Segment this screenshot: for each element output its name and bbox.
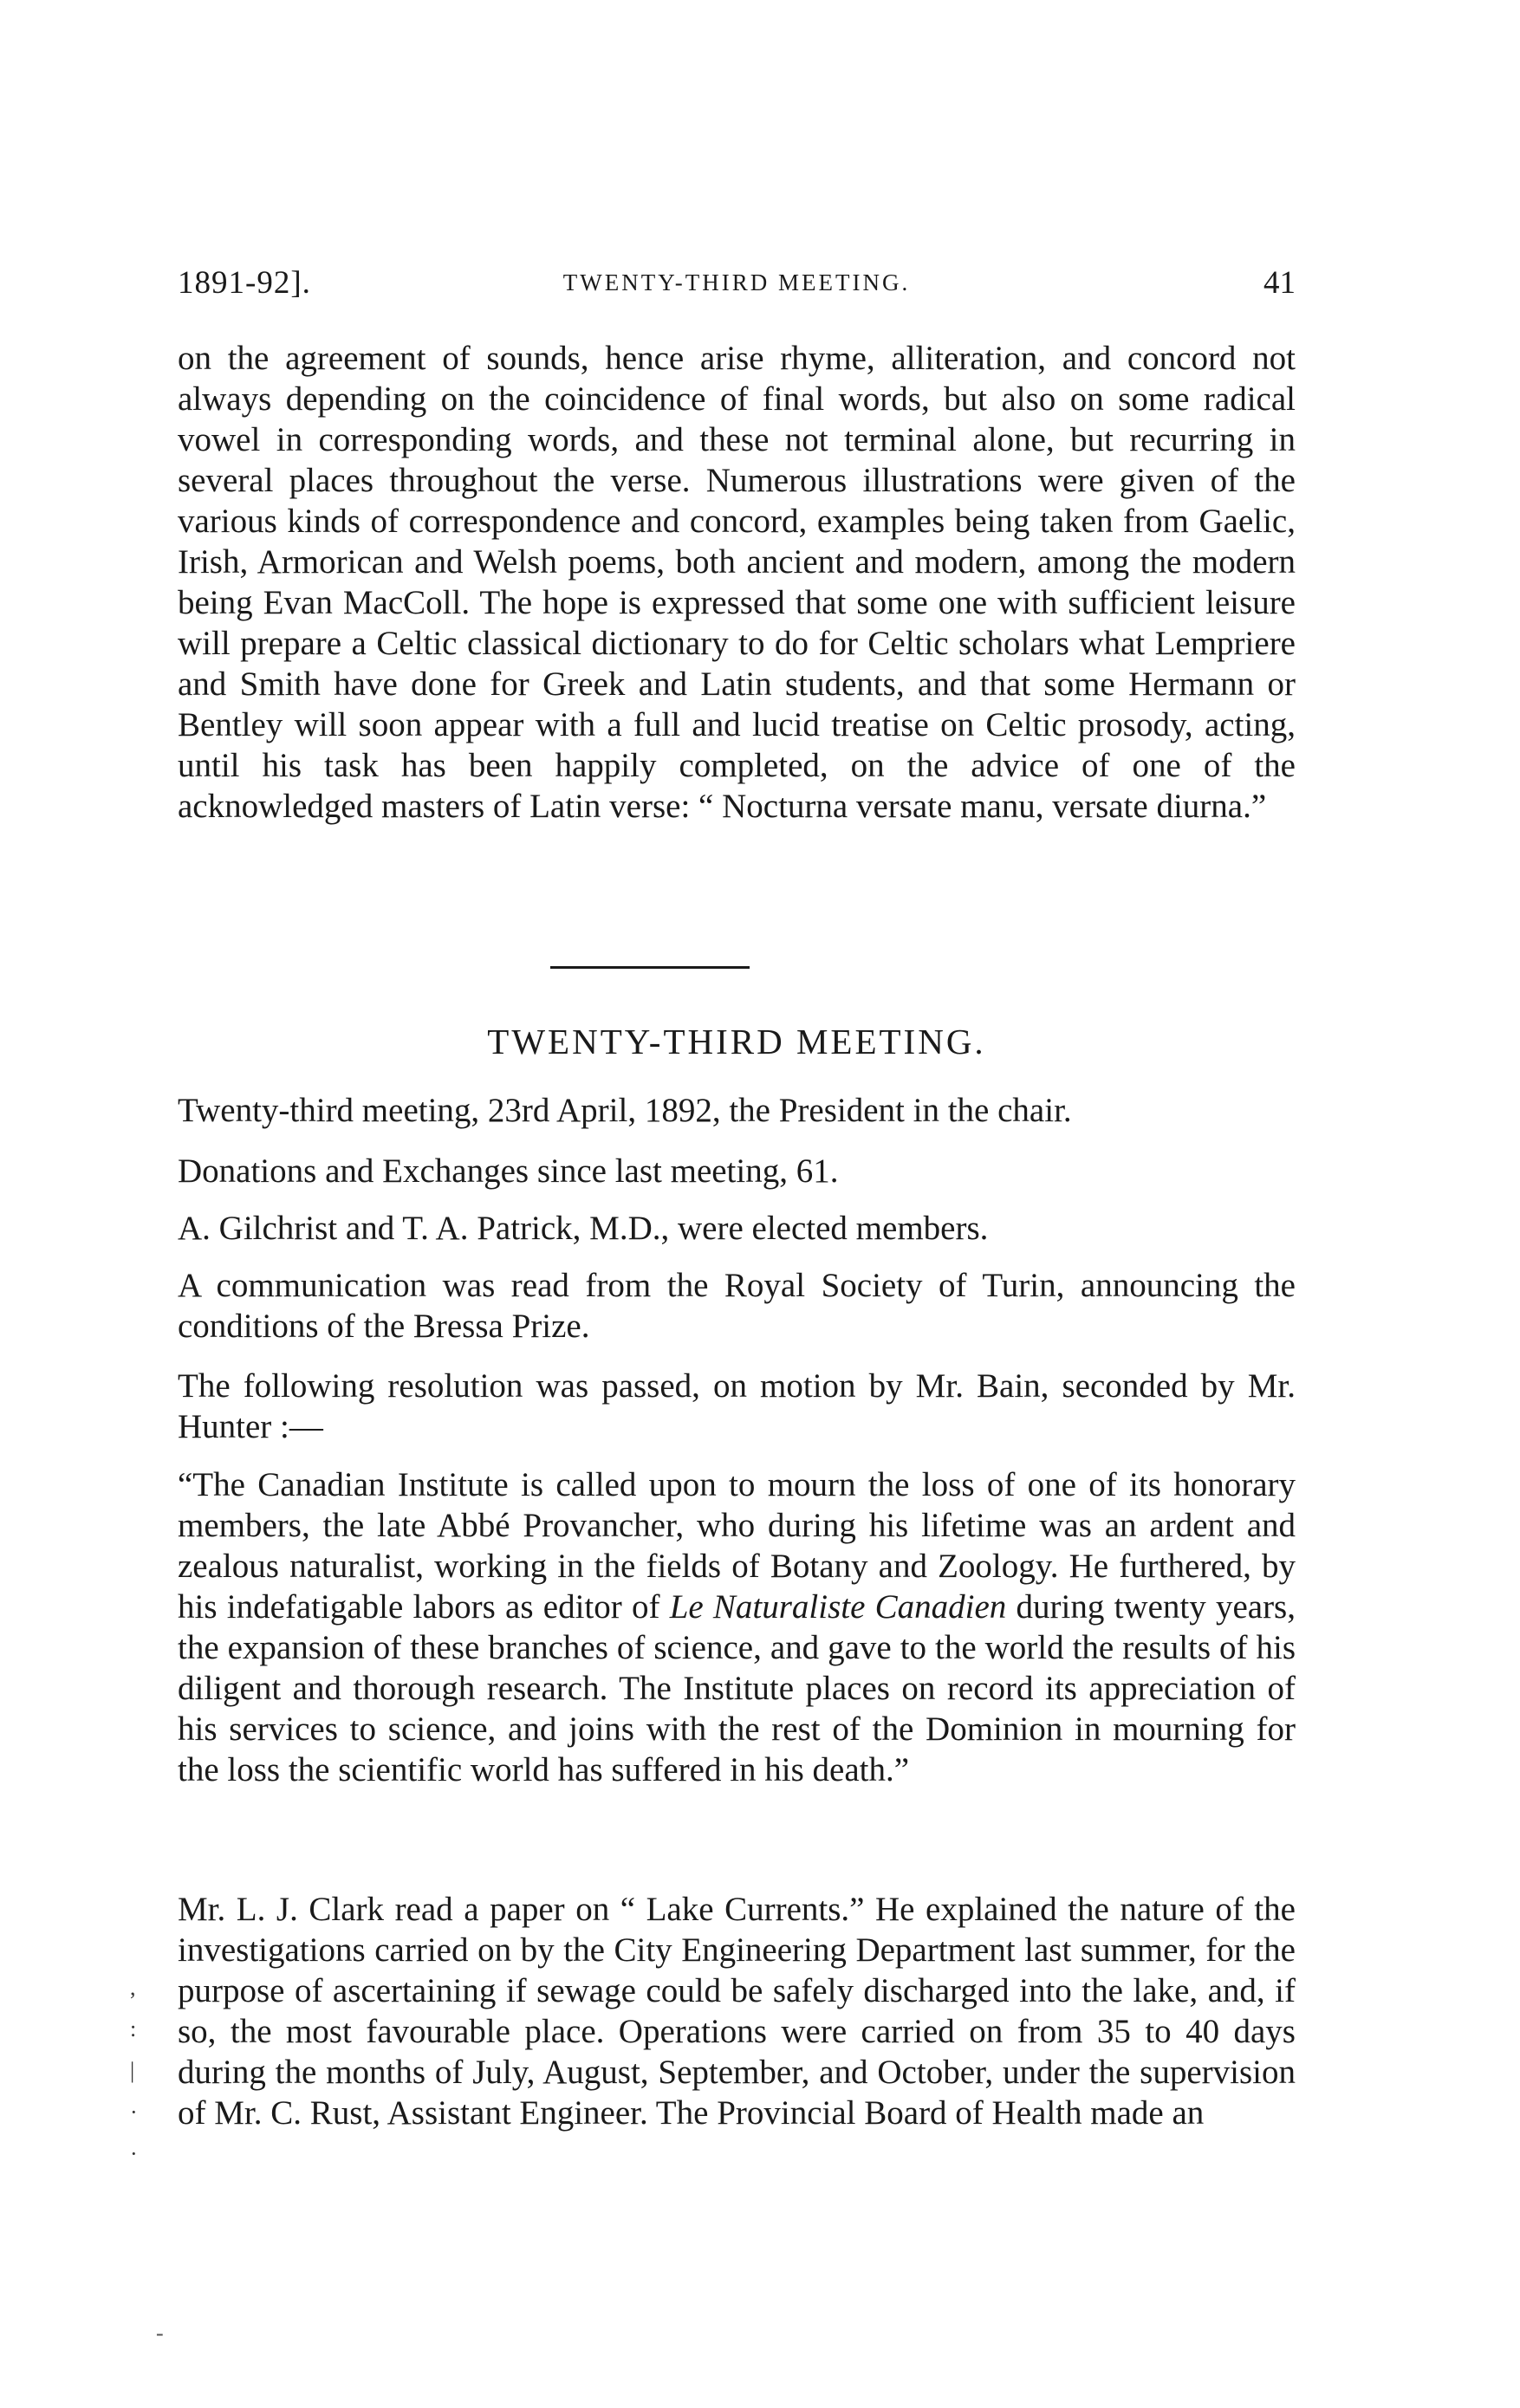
margin-dot: ,: [130, 1975, 136, 2000]
section-divider: [550, 966, 750, 969]
resolution-text-part1: “The Canadian Institute is called upon to mourn the loss of one of its honorary members, the late Abbé Provancher, who during his lifetime was an ardent and zealous naturalist, working in the fields of Botany and Zoology. He furthered, by his indefatigable labors as editor of: [178, 1466, 1296, 1626]
margin-dot: |: [130, 2058, 135, 2083]
donations-line: Donations and Exchanges since last meeting, 61.: [178, 1152, 839, 1190]
continuation-paragraph: on the agreement of sounds, hence arise rhyme, alliteration, and concord not always depending on the coincidence of final words, but also on some radical vowel in corresponding words, and these not terminal alone, but recurring in several places throughout the verse. Numerous illustrations were given of the various kinds of correspondence and concord, examples being taken from Gaelic, Irish, Armorican and Welsh poems, both ancient and modern, among the modern being Evan MacColl. The hope is expressed that some one with sufficient leisure will prepare a Celtic classical dictionary to do for Celtic scholars what Lempriere and Smith have done for Greek and Latin students, and that some Hermann or Bentley will soon appear with a full and lucid treatise on Celtic prosody, acting, until his task has been happily completed, on the advice of one of the acknowledged masters of Latin verse: “ Nocturna versate manu, versate diurna.”: [178, 340, 1296, 825]
resolution-text-part2: during twenty years, the expansion of these branches of science, and gave to the world the results of his diligent and thorough research. The Institute places on record its appreciation of his services to science, and joins with the rest of the Dominion in mourning for the loss the scientific world has suffered in his death.”: [178, 1588, 1296, 1788]
members-line: A. Gilchrist and T. A. Patrick, M.D., were elected members.: [178, 1210, 989, 1247]
journal-title: Le Naturaliste Canadien: [669, 1588, 1007, 1626]
running-head-title: TWENTY-THIRD MEETING.: [562, 269, 911, 295]
section-heading: TWENTY-THIRD MEETING.: [487, 1022, 986, 1061]
running-head-year: 1891-92].: [178, 265, 311, 301]
margin-dot: :: [130, 2016, 137, 2041]
resolution-intro: The following resolution was passed, on motion by Mr. Bain, seconded by Mr. Hunter :—: [178, 1367, 1296, 1445]
running-head: [178, 264, 1296, 308]
meeting-line: Twenty-third meeting, 23rd April, 1892, the President in the chair.: [178, 1092, 1072, 1129]
resolution-paragraph: [178, 1464, 1296, 1790]
page-number: 41: [1263, 265, 1296, 301]
communication-paragraph: A communication was read from the Royal Society of Turin, announcing the conditions of the Bressa Prize.: [178, 1267, 1296, 1345]
lake-currents-paragraph: Mr. L. J. Clark read a paper on “ Lake Currents.” He explained the nature of the investigations carried on by the City Engineering Department last summer, for the purpose of ascertaining if sewage could be safely discharged into the lake, and, if so, the most favourable place. Operations were carried on from 35 to 40 days during the months of July, August, September, and October, under the supervision of Mr. C. Rust, Assistant Engineer. The Provincial Board of Health made an: [178, 1891, 1296, 2132]
margin-dot: ·: [130, 2141, 138, 2166]
margin-dot: ·: [130, 2100, 138, 2125]
stray-mark: -: [156, 2320, 164, 2346]
margin-marks: [130, 1967, 147, 2227]
